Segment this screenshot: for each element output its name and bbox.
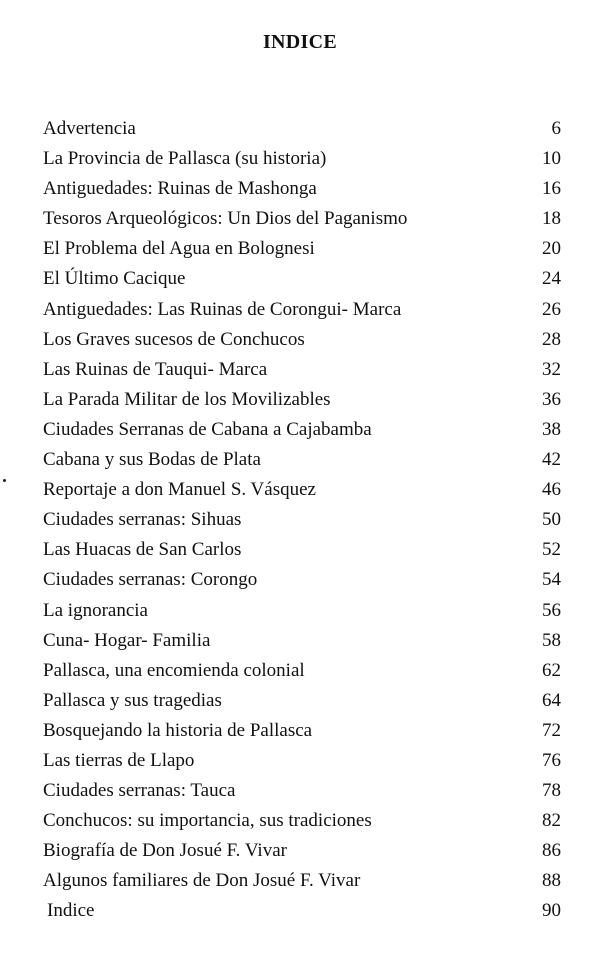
entry-title: Indice	[47, 900, 95, 922]
toc-entry	[43, 596, 561, 626]
entry-title: Pallasca y sus tragedias	[43, 689, 222, 711]
entry-title: Las Ruinas de Tauqui- Marca	[43, 358, 268, 380]
toc-entry	[43, 716, 561, 746]
entry-page-number: 54	[542, 569, 561, 591]
entry-page-number: 20	[542, 238, 561, 260]
entry-page-number: 78	[542, 780, 561, 802]
toc-entry	[43, 445, 561, 475]
entry-page-number: 82	[542, 810, 561, 832]
table-of-contents	[43, 114, 561, 927]
entry-page-number: 16	[542, 178, 561, 200]
toc-entry	[43, 806, 561, 836]
entry-title: Advertencia	[43, 118, 136, 139]
entry-title: Las tierras de Llapo	[43, 749, 195, 771]
entry-page-number: 38	[542, 418, 561, 440]
entry-page-number: 46	[542, 479, 561, 501]
toc-entry	[43, 325, 561, 355]
entry-page-number: 90	[542, 900, 561, 922]
toc-entry	[43, 776, 561, 806]
entry-title: El Último Cacique	[43, 268, 186, 290]
entry-title: La Parada Militar de los Movilizables	[43, 388, 331, 410]
entry-page-number: 36	[542, 388, 561, 410]
toc-entry	[43, 295, 561, 325]
entry-title: Tesoros Arqueológicos: Un Dios del Paganismo	[43, 208, 408, 230]
toc-entry	[43, 415, 561, 445]
entry-page-number: 56	[542, 599, 561, 621]
entry-page-number: 18	[542, 208, 561, 230]
entry-page-number: 28	[542, 328, 561, 350]
entry-page-number: 52	[542, 539, 561, 561]
entry-page-number: 42	[542, 449, 561, 471]
toc-entry	[43, 475, 561, 505]
toc-entry	[43, 114, 561, 144]
entry-page-number: 10	[542, 148, 561, 170]
entry-page-number: 64	[542, 689, 561, 711]
entry-page-number: 24	[542, 268, 561, 290]
entry-page-number: 50	[542, 509, 561, 531]
toc-entry	[43, 656, 561, 686]
toc-entry	[43, 174, 561, 204]
entry-title: Biografía de Don Josué F. Vivar	[43, 840, 287, 862]
entry-title: Ciudades serranas: Tauca	[43, 780, 236, 802]
toc-entry	[43, 565, 561, 595]
entry-title: Antiguedades: Ruinas de Mashonga	[43, 178, 317, 200]
entry-title: Pallasca, una encomienda colonial	[43, 659, 305, 681]
entry-title: Las Huacas de San Carlos	[43, 539, 242, 561]
entry-title: Ciudades serranas: Sihuas	[43, 509, 242, 531]
toc-entry	[43, 866, 561, 896]
toc-entry	[43, 385, 561, 415]
toc-entry	[43, 896, 561, 926]
entry-page-number: 58	[542, 629, 561, 651]
entry-page-number: 88	[542, 870, 561, 892]
entry-page-number: 76	[542, 749, 561, 771]
toc-entry	[43, 144, 561, 174]
entry-title: Bosquejando la historia de Pallasca	[43, 719, 313, 741]
toc-entry	[43, 535, 561, 565]
entry-title: Ciudades serranas: Corongo	[43, 569, 258, 591]
toc-entry	[43, 836, 561, 866]
toc-entry	[43, 746, 561, 776]
toc-entry	[43, 686, 561, 716]
entry-page-number: 32	[542, 358, 561, 380]
toc-entry	[43, 234, 561, 264]
entry-title: El Problema del Agua en Bolognesi	[43, 238, 315, 260]
entry-title: Antiguedades: Las Ruinas de Corongui- Marca	[43, 298, 402, 320]
entry-page-number: 62	[542, 659, 561, 681]
entry-page-number: 6	[551, 118, 561, 139]
entry-page-number: 72	[542, 719, 561, 741]
toc-entry	[43, 355, 561, 385]
toc-entry	[43, 204, 561, 234]
page-title: INDICE	[262, 31, 338, 53]
entry-title: Conchucos: su importancia, sus tradiciones	[43, 810, 372, 832]
entry-title: Los Graves sucesos de Conchucos	[43, 328, 305, 350]
toc-entry	[43, 505, 561, 535]
entry-title: Ciudades Serranas de Cabana a Cajabamba	[43, 418, 372, 440]
toc-entry	[43, 264, 561, 294]
toc-entry	[43, 626, 561, 656]
entry-title: Reportaje a don Manuel S. Vásquez	[43, 479, 316, 501]
entry-title: Cuna- Hogar- Familia	[43, 629, 211, 651]
entry-page-number: 86	[542, 840, 561, 862]
entry-page-number: 26	[542, 298, 561, 320]
entry-title: La Provincia de Pallasca (su historia)	[43, 148, 327, 170]
entry-title: Algunos familiares de Don Josué F. Vivar	[43, 870, 361, 892]
entry-title: La ignorancia	[43, 599, 148, 621]
ink-speck	[3, 479, 6, 482]
entry-title: Cabana y sus Bodas de Plata	[43, 449, 261, 471]
